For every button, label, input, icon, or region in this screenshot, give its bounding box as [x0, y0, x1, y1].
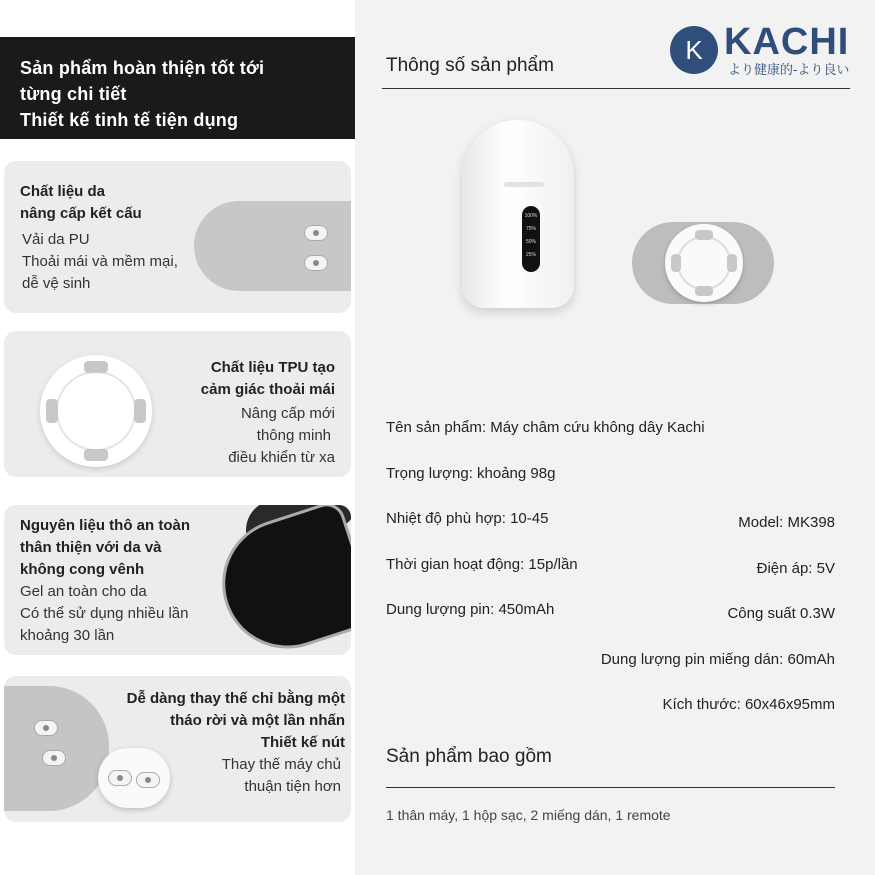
spec-patch-battery: Dung lượng pin miếng dán: 60mAh — [600, 651, 835, 668]
device-disc-image — [665, 224, 743, 302]
disc-tab-icon — [84, 361, 108, 373]
right-column — [355, 0, 875, 875]
feature-card-tpu — [4, 331, 351, 477]
feature-title: không cong vênh — [20, 561, 145, 578]
feature-text — [20, 181, 210, 295]
specs-title: Thông số sản phẩm — [386, 55, 554, 76]
feature-title: Chất liệu da — [20, 183, 106, 200]
feature-header — [0, 37, 355, 139]
feature-title: Dễ dàng thay thế chỉ bằng một — [126, 690, 345, 707]
feature-card-button — [4, 676, 351, 822]
disc-tab-icon — [695, 286, 713, 296]
spec-product-name: Tên sản phẩm: Máy châm cứu không dây Kachi — [386, 419, 705, 436]
disc-tab-icon — [46, 399, 58, 423]
divider — [386, 787, 835, 788]
disc-tab-icon — [671, 254, 681, 272]
disc-tab-icon — [695, 230, 713, 240]
feature-text — [95, 688, 345, 798]
spec-model: Model: MK398 — [738, 514, 835, 531]
logo-tagline: より健康的-より良い — [728, 62, 850, 77]
package-contents: 1 thân máy, 1 hộp sạc, 2 miếng dán, 1 remote — [386, 807, 671, 823]
feature-title: tháo rời và một lần nhấn — [170, 712, 345, 729]
package-title: Sản phẩm bao gồm — [386, 746, 552, 767]
feature-title: Thiết kế nút — [260, 734, 345, 751]
spec-temperature: Nhiệt độ phù hợp: 10-45 — [386, 510, 549, 527]
disc-tab-icon — [727, 254, 737, 272]
patch-pad-image — [194, 201, 351, 291]
snap-button-icon — [304, 255, 328, 271]
feature-title: nâng cấp kết cấu — [20, 205, 142, 222]
kachi-logo — [670, 22, 860, 84]
disc-tab-icon — [84, 449, 108, 461]
feature-body: Nâng cấp mới — [240, 405, 335, 422]
battery-level-label: 100% — [524, 213, 538, 219]
feature-body: dễ vệ sinh — [22, 275, 91, 292]
spec-power: Công suất 0.3W — [727, 605, 835, 622]
spec-runtime: Thời gian hoạt động: 15p/lần — [386, 556, 578, 573]
feature-body: điều khiển từ xa — [228, 449, 335, 466]
snap-button-icon — [304, 225, 328, 241]
device-body-image — [462, 120, 574, 308]
feature-body: thông minh — [256, 427, 331, 444]
feature-body: Thoải mái và mềm mại, — [22, 253, 178, 270]
disc-ring — [677, 236, 731, 290]
feature-body: Thay thế máy chủ — [221, 756, 341, 773]
logo-wordmark: KACHI — [724, 21, 850, 63]
spec-weight: Trọng lượng: khoảng 98g — [386, 465, 556, 482]
spec-battery: Dung lượng pin: 450mAh — [386, 601, 555, 618]
feature-title: Nguyên liệu thô an toàn — [20, 517, 191, 534]
patch-pad-image — [4, 686, 109, 811]
spec-dimensions: Kích thước: 60x46x95mm — [662, 696, 835, 713]
battery-level-label: 50% — [525, 239, 536, 245]
feature-body: Vải da PU — [22, 231, 90, 248]
divider — [382, 88, 850, 89]
left-column — [0, 0, 355, 875]
feature-card-gel — [4, 505, 351, 655]
battery-indicator — [522, 206, 540, 272]
header-line-2: từng chi tiết — [20, 84, 127, 104]
snap-button-icon — [42, 750, 66, 766]
battery-level-label: 75% — [525, 226, 536, 232]
feature-body: khoảng 30 lần — [20, 627, 115, 644]
battery-level-label: 25% — [525, 252, 536, 258]
feature-body: Gel an toàn cho da — [20, 583, 147, 600]
device-slot — [504, 182, 544, 187]
feature-body: Có thể sử dụng nhiều lần — [20, 605, 189, 622]
feature-card-leather — [4, 161, 351, 313]
header-line-1: Sản phẩm hoàn thiện tốt tới — [20, 58, 265, 78]
snap-button-icon — [34, 720, 58, 736]
feature-text — [20, 515, 230, 647]
feature-title: cảm giác thoải mái — [200, 381, 335, 398]
spec-voltage: Điện áp: 5V — [756, 560, 835, 577]
feature-title: thân thiện với da và — [20, 539, 162, 556]
feature-text — [115, 357, 335, 469]
logo-mark-icon: K — [670, 26, 718, 74]
feature-title: Chất liệu TPU tạo — [210, 359, 335, 376]
feature-body: thuận tiện hơn — [244, 778, 341, 795]
header-line-3: Thiết kế tinh tế tiện dụng — [20, 110, 239, 130]
